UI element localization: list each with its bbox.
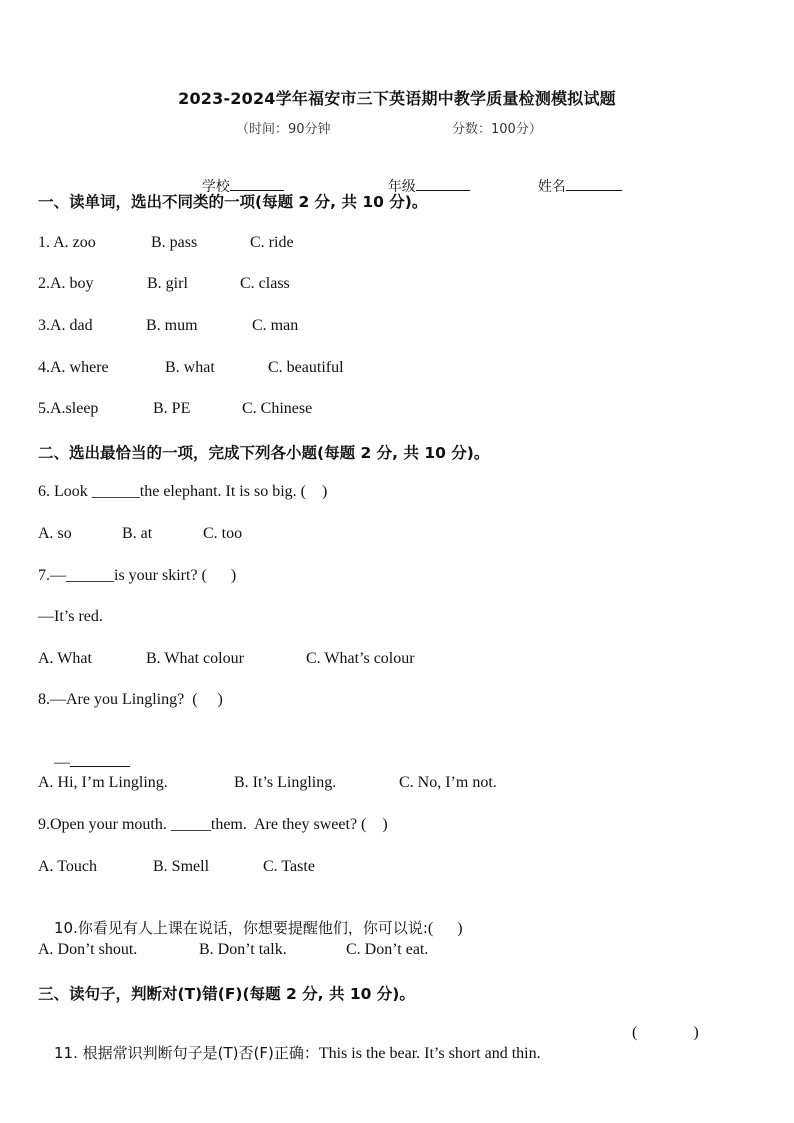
q4-option-b: B. what <box>165 359 215 376</box>
q10-option-c: C. Don’t eat. <box>346 941 429 958</box>
section3-heading: 三、读句子，判断对(T)错(F)(每题 2 分, 共 10 分)。 <box>38 985 415 1003</box>
q10-paren: ( ) <box>427 920 463 937</box>
exam-score: 分数：100分） <box>452 122 542 137</box>
grade-label: 年级 <box>387 179 416 195</box>
q3-option-a: 3.A. dad <box>38 317 93 334</box>
q9-stem: 9.Open your mouth. _____them. Are they sweet? ( ) <box>38 816 388 833</box>
q11-stem-cn: 11. 根据常识判断句子是(T)否(F)正确： <box>54 1044 319 1062</box>
section2-heading: 二、选出最恰当的一项，完成下列各小题(每题 2 分, 共 10 分)。 <box>38 444 490 462</box>
q6-stem: 6. Look ______the elephant. It is so big. ( ) <box>38 483 328 500</box>
q7-stem: 7.—______is your skirt? ( ) <box>38 567 237 584</box>
section1-heading: 一、读单词，选出不同类的一项(每题 2 分, 共 10 分)。 <box>38 193 428 211</box>
q7-option-b: B. What colour <box>146 650 244 667</box>
q11-stem <box>38 1024 541 1081</box>
q4-option-c: C. beautiful <box>268 359 344 376</box>
q8-option-c: C. No, I’m not. <box>399 774 497 791</box>
q2-option-c: C. class <box>240 275 290 292</box>
q8-stem: 8.—Are you Lingling? ( ) <box>38 691 223 708</box>
q7-option-a: A. What <box>38 650 92 667</box>
q8-option-b: B. It’s Lingling. <box>234 774 337 791</box>
q1-option-b: B. pass <box>151 234 198 251</box>
name-field <box>520 160 622 212</box>
grade-blank[interactable] <box>416 176 470 191</box>
q11-answer-paren[interactable]: ( ) <box>632 1024 699 1041</box>
q6-option-c: C. too <box>203 525 243 542</box>
q11-stem-en: This is the bear. It’s short and thin. <box>318 1045 541 1062</box>
q9-option-c: C. Taste <box>263 858 315 875</box>
school-blank[interactable] <box>230 176 284 191</box>
q2-option-b: B. girl <box>147 275 188 292</box>
q7-answer: —It’s red. <box>38 608 103 625</box>
q1-option-a: 1. A. zoo <box>38 234 96 251</box>
q5-option-b: B. PE <box>153 400 191 417</box>
exam-time: （时间：90分钟 <box>236 122 331 137</box>
q8-dash: — <box>54 754 70 771</box>
q10-stem-text: 10.你看见有人上课在说话，你想要提醒他们，你可以说: <box>54 919 428 937</box>
q3-option-c: C. man <box>252 317 299 334</box>
q3-option-b: B. mum <box>146 317 198 334</box>
q10-option-a: A. Don’t shout. <box>38 941 138 958</box>
q9-option-b: B. Smell <box>153 858 210 875</box>
q7-option-c: C. What’s colour <box>306 650 415 667</box>
exam-title: 2023-2024学年福安市三下英语期中教学质量检测模拟试题 <box>178 89 616 108</box>
q5-option-a: 5.A.sleep <box>38 400 99 417</box>
q5-option-c: C. Chinese <box>242 400 313 417</box>
q8-blank[interactable] <box>70 751 130 767</box>
q6-option-b: B. at <box>122 525 153 542</box>
q10-option-b: B. Don’t talk. <box>199 941 287 958</box>
name-label: 姓名 <box>537 179 566 195</box>
name-blank[interactable] <box>566 176 622 191</box>
q8-option-a: A. Hi, I’m Lingling. <box>38 774 168 791</box>
q9-option-a: A. Touch <box>38 858 98 875</box>
q4-option-a: 4.A. where <box>38 359 109 376</box>
q1-option-c: C. ride <box>250 234 294 251</box>
q6-option-a: A. so <box>38 525 72 542</box>
q2-option-a: 2.A. boy <box>38 275 94 292</box>
school-label: 学校 <box>201 179 230 195</box>
